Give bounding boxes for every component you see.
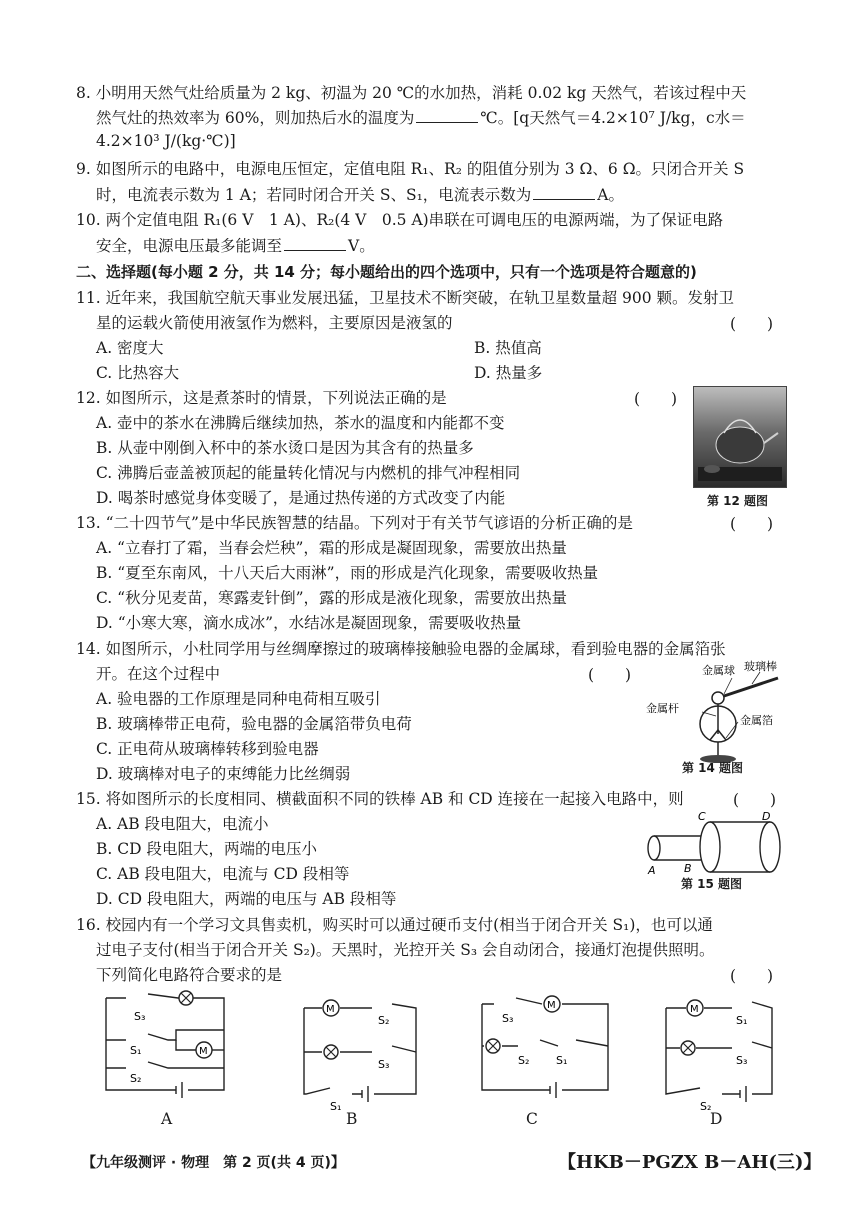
switch-c-s1: S₁: [556, 1054, 568, 1067]
circuit-option-c[interactable]: [476, 990, 631, 1110]
q10-answer-blank[interactable]: [284, 234, 346, 251]
leader-ball: [724, 678, 732, 694]
motor-d-label: M: [690, 1004, 699, 1015]
motor-b-label: M: [326, 1004, 335, 1015]
q8-line3: 4.2×10³ J/(kg·℃)]: [96, 132, 236, 150]
q8-line2-rest: ℃。[q天然气＝4.2×10⁷ J/kg，c水＝: [480, 109, 746, 127]
switch-a-s3: S₃: [134, 1010, 146, 1023]
q11-line2: 星的运载火箭使用液氢作为燃料，主要原因是液氢的: [96, 314, 453, 332]
rod-ab-end: [648, 836, 660, 860]
q11-option-a[interactable]: A. 密度大: [96, 339, 164, 357]
circuit-option-b[interactable]: [296, 990, 441, 1110]
q12-line1: 12. 如图所示，这是煮茶时的情景，下列说法正确的是: [76, 389, 447, 407]
q12-option-b[interactable]: B. 从壶中刚倒入杯中的茶水烫口是因为其含有的热量多: [96, 439, 474, 457]
label-metal-ball: 金属球: [702, 664, 735, 677]
leader-rod: [752, 672, 760, 684]
circuit-c-label: C: [526, 1110, 538, 1128]
teapot-photo: [693, 386, 787, 488]
q9-line2: [96, 183, 624, 206]
iron-rods-figure: [640, 810, 790, 878]
q14-option-c[interactable]: C. 正电荷从玻璃棒转移到验电器: [96, 740, 319, 758]
q13-option-b[interactable]: B. “夏至东南风，十八天后大雨淋”，雨的形成是汽化现象，需要吸收热量: [96, 564, 599, 582]
circuit-b-label: B: [346, 1110, 358, 1128]
q12-figure-caption: 第 12 题图: [707, 494, 769, 508]
q8-line1: 8. 小明用天然气灶给质量为 2 kg、初温为 20 ℃的水加热，消耗 0.02 kg 天然气，若该过程中天: [76, 84, 747, 102]
circuit-option-a[interactable]: [96, 990, 241, 1110]
q14-option-b[interactable]: B. 玻璃棒带正电荷，验电器的金属箔带负电荷: [96, 715, 412, 733]
q15-answer-paren[interactable]: ( ): [733, 791, 777, 809]
q14-line1: 14. 如图所示，小杜同学用与丝绸摩擦过的玻璃棒接触验电器的金属球，看到验电器的金属箔张: [76, 640, 726, 658]
q16-line2: 过电子支付(相当于闭合开关 S₂)。天黑时，光控开关 S₃ 会自动闭合，接通灯泡提供照明。: [96, 941, 715, 959]
q10-line2: [96, 234, 375, 257]
switch-d-s2: S₂: [700, 1100, 712, 1110]
switch-b-s1: S₁: [330, 1100, 342, 1110]
q14-option-a[interactable]: A. 验电器的工作原理是同种电荷相互吸引: [96, 690, 381, 708]
q8-line2: [96, 106, 746, 129]
q16-answer-paren[interactable]: ( ): [730, 967, 774, 985]
switch-c-s3: S₃: [502, 1012, 514, 1025]
footer-page-info: 【九年级测评 · 物理 第 2 页(共 4 页)】: [82, 1155, 345, 1171]
rod-cd-end: [760, 822, 780, 872]
q9-line2-rest: A。: [597, 186, 624, 204]
circuit-a-label: A: [161, 1110, 173, 1128]
motor-c-label: M: [547, 1000, 556, 1011]
q11-line1: 11. 近年来，我国航空航天事业发展迅猛，卫星技术不断突破，在轨卫星数量超 900 颗。发射卫: [76, 289, 735, 307]
switch-a-s2: S₂: [130, 1072, 142, 1085]
q11-option-b[interactable]: B. 热值高: [474, 339, 542, 357]
q10-line2-rest: V。: [348, 237, 375, 255]
q14-line2: 开。在这个过程中: [96, 665, 221, 683]
q11-option-d[interactable]: D. 热量多: [474, 364, 543, 382]
q9-line2-text: 时，电流表示数为 1 A；若同时闭合开关 S、S₁，电流表示数为: [96, 186, 532, 204]
q13-option-c[interactable]: C. “秋分见麦苗，寒露麦针倒”，露的形成是液化现象，需要放出热量: [96, 589, 568, 607]
circuit-option-d[interactable]: [660, 990, 800, 1110]
q9-answer-blank[interactable]: [533, 183, 595, 200]
metal-foil-left: [710, 730, 718, 740]
q16-line1: 16. 校园内有一个学习文具售卖机，购买时可以通过硬币支付(相当于闭合开关 S₁)，也可以通: [76, 916, 713, 934]
q12-option-a[interactable]: A. 壶中的茶水在沸腾后继续加热，茶水的温度和内能都不变: [96, 414, 505, 432]
q13-answer-paren[interactable]: ( ): [730, 515, 774, 533]
metal-foil-right: [718, 730, 726, 740]
q14-option-d[interactable]: D. 玻璃棒对电子的束缚能力比丝绸弱: [96, 765, 351, 783]
q15-option-c[interactable]: C. AB 段电阻大，电流与 CD 段相等: [96, 865, 350, 883]
switch-d-s3: S₃: [736, 1054, 748, 1067]
q16-line3: 下列简化电路符合要求的是: [96, 966, 283, 984]
q10-line2-text: 安全，电源电压最多能调至: [96, 237, 283, 255]
q10-line1: 10. 两个定值电阻 R₁(6 V 1 A)、R₂(4 V 0.5 A)串联在可调电压的电源两端，为了保证电路: [76, 211, 724, 229]
leader-stem: [702, 712, 716, 716]
switch-b-s3: S₃: [378, 1058, 390, 1071]
label-metal-foil: 金属箔: [740, 714, 773, 727]
q8-line2-text: 然气灶的热效率为 60%，则加热后水的温度为: [96, 109, 415, 127]
q13-line1: 13. “二十四节气”是中华民族智慧的结晶。下列对于有关节气谚语的分析正确的是: [76, 514, 633, 532]
q15-figure-caption: 第 15 题图: [681, 877, 743, 891]
footer-exam-code: 【HKB－PGZX B－AH(三)】: [558, 1152, 822, 1173]
section-2-heading: 二、选择题(每小题 2 分，共 14 分；每小题给出的四个选项中，只有一个选项是符合题意的): [76, 263, 697, 281]
q9-line1: 9. 如图所示的电路中，电源电压恒定，定值电阻 R₁、R₂ 的阻值分别为 3 Ω、6 Ω。只闭合开关 S: [76, 160, 745, 178]
q15-option-a[interactable]: A. AB 段电阻大，电流小: [96, 815, 269, 833]
q15-option-b[interactable]: B. CD 段电阻大，两端的电压小: [96, 840, 317, 858]
point-c-label: C: [698, 810, 706, 823]
label-metal-stem: 金属杆: [646, 702, 679, 715]
switch-b-s2: S₂: [378, 1014, 390, 1027]
glass-rod: [724, 678, 778, 696]
q15-line1: 15. 将如图所示的长度相同、横截面积不同的铁棒 AB 和 CD 连接在一起接入电路中，则: [76, 790, 684, 808]
label-glass-rod: 玻璃棒: [744, 660, 777, 673]
switch-c-s2: S₂: [518, 1054, 530, 1067]
switch-d-s1: S₁: [736, 1014, 748, 1027]
point-a-label: A: [648, 864, 656, 877]
q14-figure-caption: 第 14 题图: [682, 761, 744, 775]
q13-option-a[interactable]: A. “立春打了霜，当春会烂秧”，霜的形成是凝固现象，需要放出热量: [96, 539, 567, 557]
q12-answer-paren[interactable]: ( ): [634, 390, 678, 408]
q13-option-d[interactable]: D. “小寒大寒，滴水成冰”，水结冰是凝固现象，需要吸收热量: [96, 614, 522, 632]
rod-cd-face: [700, 822, 720, 872]
q15-option-d[interactable]: D. CD 段电阻大，两端的电压与 AB 段相等: [96, 890, 397, 908]
circuit-d-label: D: [710, 1110, 723, 1128]
q11-option-c[interactable]: C. 比热容大: [96, 364, 180, 382]
point-d-label: D: [762, 810, 771, 823]
point-b-label: B: [684, 862, 692, 875]
q14-answer-paren[interactable]: ( ): [588, 666, 632, 684]
switch-a-s1: S₁: [130, 1044, 142, 1057]
motor-a-label: M: [199, 1046, 208, 1057]
q8-answer-blank[interactable]: [416, 106, 478, 123]
q12-option-c[interactable]: C. 沸腾后壶盖被顶起的能量转化情况与内燃机的排气冲程相同: [96, 464, 521, 482]
q11-answer-paren[interactable]: ( ): [730, 315, 774, 333]
metal-ball: [712, 692, 724, 704]
teapot-illustration: [694, 387, 786, 487]
q12-option-d[interactable]: D. 喝茶时感觉身体变暖了，是通过热传递的方式改变了内能: [96, 489, 506, 507]
